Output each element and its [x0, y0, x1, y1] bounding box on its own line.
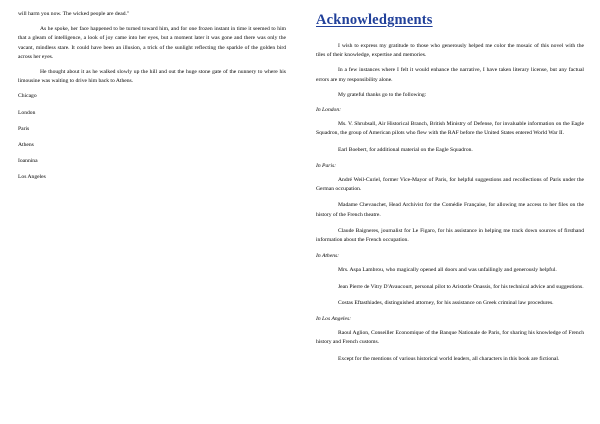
- acknowledgment-entry: Claude Baigneres, journalist for Le Figaro, for his assistance in helping me track down sources of firsthand information about the French occupation.: [316, 227, 584, 244]
- closing-paragraph: Except for the mentions of various historical world leaders, all characters in this book are fictional.: [338, 355, 560, 362]
- intro-paragraph: I wish to express my gratitude to those who generously helped me color the mosaic of this novel with the tiles of their knowledge, expertise and memories.: [316, 43, 584, 59]
- paragraph: He thought about it as he walked slowly up the hill and out the huge stone gate of the nunnery to where his limousine was waiting to drive him back to Athens.: [18, 69, 286, 85]
- page-title: Acknowledgments: [316, 12, 433, 28]
- acknowledgment-entry: Raoul Aglion, Conseiller Economique of the Banque Nationale de Paris, for sharing his knowledge of French history and French customs.: [316, 330, 584, 346]
- paragraph: As he spoke, her face happened to be turned toward him, and for one frozen instant in time it seemed to him that a gleam of intelligence, a look of joy came into her eyes, but a moment later it was gone and there was only the vacant, mindless stare. It could have been an illusion, a trick of the sunlight reflecting the sparkle of the golden bird across her eyes.: [18, 26, 286, 60]
- acknowledgment-entry: André Weil-Curiel, former Vice-Mayor of Paris, for helpful suggestions and recollections of Paris under the German occupation.: [316, 177, 584, 193]
- list-item: Chicago: [18, 93, 37, 100]
- acknowledgment-entry: Mrs. Aspa Lambrou, who magically opened all doors and was unfailingly and generously helpful.: [338, 267, 557, 274]
- list-item: Los Angeles: [18, 174, 46, 181]
- left-column: [18, 0, 286, 190]
- city-list: [18, 92, 286, 182]
- acknowledgment-entry: Ms. V. Shrubsall, Air Historical Branch, British Ministry of Defense, for invaluable information on the Eagle Squadron, the group of American pilots who flew with the RAF before the United States entered World War II.: [316, 121, 584, 137]
- section-heading-paris: In Paris:: [316, 162, 337, 169]
- acknowledgment-entry: Madame Chevauchet, Head Archivist for the Comédie Française, for allowing me access to her files on the history of the French theatre.: [316, 202, 584, 218]
- intro-paragraph: My grateful thanks go to the following:: [338, 91, 427, 98]
- section-heading-los-angeles: In Los Angeles:: [316, 316, 352, 323]
- paragraph-continuation: will harm you now. The wicked people are dead.": [18, 11, 130, 17]
- acknowledgment-entry: Earl Boebert, for additional material on the Eagle Squadron.: [338, 146, 473, 153]
- list-item: Athens: [18, 142, 34, 149]
- list-item: London: [18, 109, 36, 116]
- acknowledgment-entry: Jean Pierre de Vitry D'Avaucourt, personal pilot to Aristotle Onassis, for his technical advice and suggestions.: [338, 283, 584, 290]
- acknowledgment-entry: Costas Eftasthiades, distinguished attorney, for his assistance on Greek criminal law procedures.: [338, 299, 554, 306]
- list-item: Ioannina: [18, 158, 38, 165]
- right-column: [316, 0, 584, 371]
- intro-paragraph: In a few instances where I felt it would enhance the narrative, I have taken literary license, but any factual errors are my responsibility alone.: [316, 67, 584, 83]
- section-heading-athens: In Athens:: [316, 253, 340, 260]
- section-heading-london: In London:: [316, 107, 342, 114]
- list-item: Paris: [18, 125, 30, 132]
